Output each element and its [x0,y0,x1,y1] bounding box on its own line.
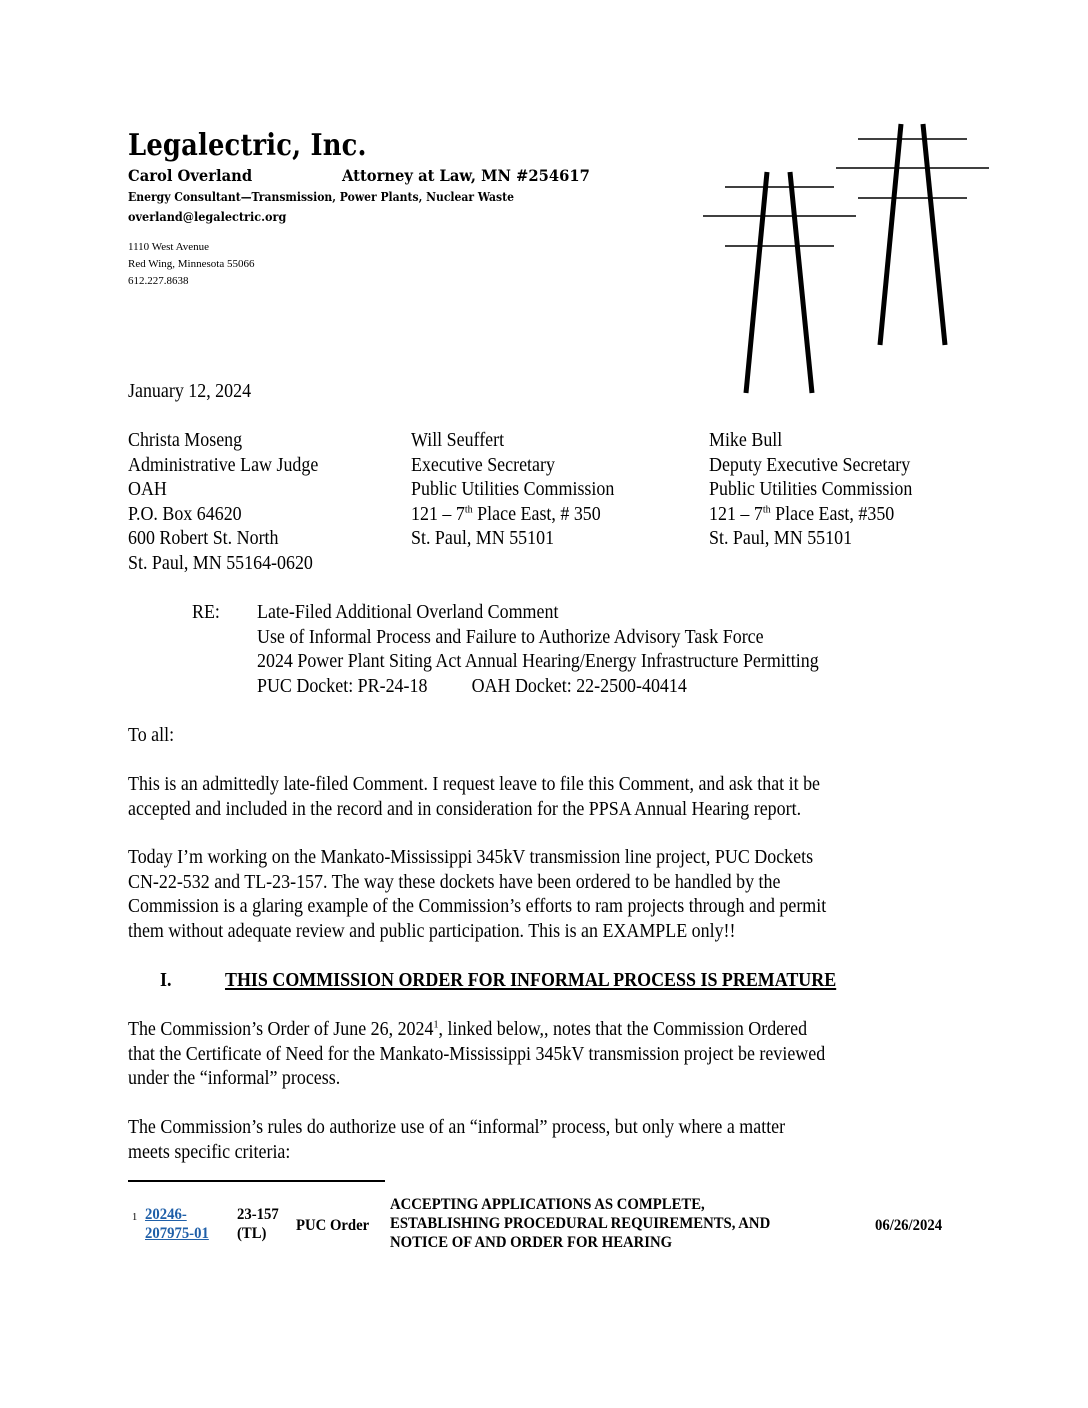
docket-type: (TL) [237,1225,267,1242]
recipient-org: Public Utilities Commission [709,479,913,500]
recipient-street: 121 – 7th Place East, #350 [709,503,895,525]
recipient-oah [128,429,335,576]
recipient-title: Executive Secretary [411,454,555,476]
footnote-document-link[interactable] [145,1205,209,1243]
company-name: Legalectric, Inc. [128,128,367,163]
recipient-title: Administrative Law Judge [128,454,319,476]
attorney-license: Attorney at Law, MN #254617 [342,166,590,185]
salutation: To all: [128,725,175,746]
footnote-date: 06/26/2024 [875,1217,943,1234]
recipient-exec-secretary [411,429,632,552]
recipient-city: St. Paul, MN 55164-0620 [128,552,313,574]
recipient-street: 121 – 7th Place East, # 350 [411,503,601,525]
text-line: them without adequate review and public participation. This is an EXAMPLE only!! [128,920,736,942]
footnote-docket [237,1205,279,1243]
footnote-ref[interactable]: 1 [433,1018,439,1031]
footnote-separator [128,1180,385,1182]
link-line[interactable]: 207975-01 [145,1225,209,1242]
text-line: accepted and included in the record and in consideration for the PPSA Annual Hearing report. [128,798,802,820]
transmission-towers-icon [690,115,1000,405]
text-line: CN-22-532 and TL-23-157. The way these dockets have been ordered to be handled by the [128,871,781,893]
section-heading: THIS COMMISSION ORDER FOR INFORMAL PROCESS IS PREMATURE [225,970,837,991]
re-line: 2024 Power Plant Siting Act Annual Hearing/Energy Infrastructure Permitting [257,651,819,672]
phone-number: 612.227.8638 [128,275,189,287]
text-line: This is an admittedly late-filed Comment. I request leave to file this Comment, and ask that it be [128,774,821,795]
recipient-city: St. Paul, MN 55101 [411,528,555,549]
re-dockets [257,675,819,700]
re-subject [257,601,819,699]
footnote-document-title [390,1195,770,1252]
paragraph-3 [128,1018,825,1092]
recipient-street: 600 Robert St. North [128,528,279,549]
oah-docket: OAH Docket: 22-2500-40414 [471,675,687,697]
section-number: I. [160,970,172,991]
paragraph-4 [128,1116,785,1165]
re-line: Use of Informal Process and Failure to Authorize Advisory Task Force [257,626,764,648]
recipient-title: Deputy Executive Secretary [709,454,911,476]
letter-date: January 12, 2024 [128,381,252,402]
recipient-org: Public Utilities Commission [411,479,615,500]
text-line: under the “informal” process. [128,1068,341,1089]
recipient-org: OAH [128,479,167,500]
docket-number: 23-157 [237,1206,279,1223]
text-line: meets specific criteria: [128,1141,291,1163]
title-line: ACCEPTING APPLICATIONS AS COMPLETE, [390,1196,705,1213]
paragraph-1 [128,773,820,822]
recipient-name: Christa Moseng [128,430,243,451]
puc-docket: PUC Docket: PR-24-18 [257,675,428,697]
recipient-name: Mike Bull [709,430,783,451]
re-line: Late-Filed Additional Overland Comment [257,602,559,623]
consultant-tagline: Energy Consultant—Transmission, Power Plants, Nuclear Waste [128,190,514,204]
recipient-po-box: P.O. Box 64620 [128,503,242,525]
title-line: NOTICE OF AND ORDER FOR HEARING [390,1234,673,1251]
text-line: The Commission’s rules do authorize use of an “informal” process, but only where a matter [128,1117,786,1138]
text-line: that the Certificate of Need for the Mankato-Mississippi 345kV transmission project be reviewed [128,1043,826,1065]
paragraph-2 [128,846,826,944]
title-line: ESTABLISHING PROCEDURAL REQUIREMENTS, AND [390,1215,771,1232]
city-address: Red Wing, Minnesota 55066 [128,258,255,270]
recipient-deputy-secretary [709,429,930,552]
attorney-name: Carol Overland [128,166,253,185]
recipient-city: St. Paul, MN 55101 [709,528,853,549]
email-address[interactable]: overland@legalectric.org [128,209,287,224]
recipient-name: Will Seuffert [411,430,505,451]
text-line: Commission is a glaring example of the Commission’s efforts to ram projects through and permit [128,896,827,917]
text-line: Today I’m working on the Mankato-Mississippi 345kV transmission line project, PUC Dockets [128,847,814,868]
link-line[interactable]: 20246- [145,1206,187,1223]
re-label: RE: [192,602,220,623]
footnote-mark: 1 [132,1212,138,1223]
street-address: 1110 West Avenue [128,241,209,253]
text-line: The Commission’s Order of June 26, 2024$^1$, linked below,, notes that the Commission Ordered [128,1018,808,1040]
footnote-document-type: PUC Order [296,1217,370,1234]
